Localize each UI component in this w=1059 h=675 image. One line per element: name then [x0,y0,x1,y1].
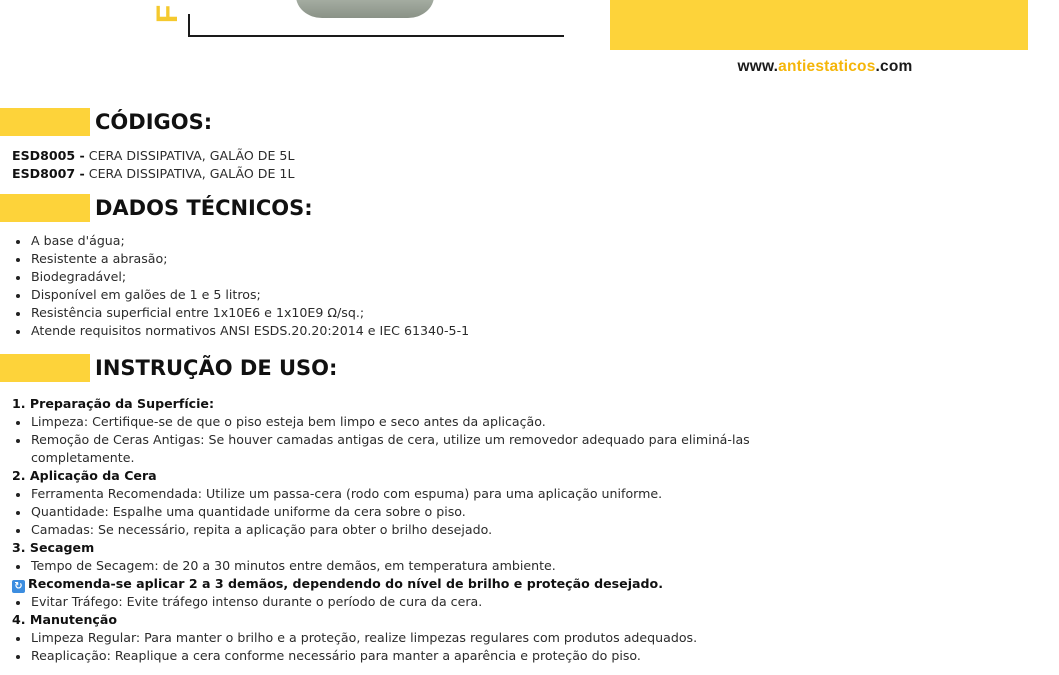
section-title-dados: DADOS TÉCNICOS: [95,196,313,220]
step-list [7,629,1052,665]
website-link[interactable] [610,58,1040,76]
website-suffix: .com [875,58,913,75]
list-item: Tempo de Secagem: de 20 a 30 minutos entre demãos, em temperatura ambiente. [7,557,1052,575]
list-item: Remoção de Ceras Antigas: Se houver camadas antigas de cera, utilize um removedor adequado para eliminá-las [7,431,1052,449]
list-item: Quantidade: Espalhe uma quantidade uniforme da cera sobre o piso. [7,503,1052,521]
step-list [7,413,1052,467]
frame-line-vertical [188,14,190,36]
refresh-icon: ↻ [12,580,25,593]
code-id: ESD8007 - [12,166,85,181]
continuation-text: completamente. [31,450,135,465]
list-item: Resistência superficial entre 1x10E6 e 1x10E9 Ω/sq.; [7,304,469,322]
website-brand: antiestaticos [778,58,876,75]
code-id: ESD8005 - [12,148,85,163]
recommendation-note [12,575,1052,593]
list-item: Biodegradável; [7,268,469,286]
section-title-codigos: CÓDIGOS: [95,110,213,134]
step-list [7,593,1052,611]
frame-line-horizontal [188,35,564,37]
header-yellow-box [610,0,1028,50]
section-title-instrucao: INSTRUÇÃO DE USO: [95,356,338,380]
code-item [12,147,294,165]
step-list [7,557,1052,575]
list-item: Disponível em galões de 1 e 5 litros; [7,286,469,304]
step-title: 2. Aplicação da Cera [12,468,157,483]
list-item: Atende requisitos normativos ANSI ESDS.20.20:2014 e IEC 61340-5-1 [7,322,469,340]
technical-data-list [7,232,469,340]
section-bar-instrucao [0,354,90,382]
step-title: 1. Preparação da Superfície: [12,396,214,411]
list-item: Limpeza Regular: Para manter o brilho e a proteção, realize limpezas regulares com produtos adequados. [7,629,1052,647]
list-item: Evitar Tráfego: Evite tráfego intenso durante o período de cura da cera. [7,593,1052,611]
codes-list [12,147,294,183]
product-image [296,0,434,18]
list-item: Limpeza: Certifique-se de que o piso esteja bem limpo e seco antes da aplicação. [7,413,1052,431]
step-title: 3. Secagem [12,540,95,555]
instructions-body [12,395,1052,665]
side-title-letter: F [151,4,184,24]
list-item: Resistente a abrasão; [7,250,469,268]
code-desc: CERA DISSIPATIVA, GALÃO DE 1L [84,166,295,181]
list-item: Reaplicação: Reaplique a cera conforme necessário para manter a aparência e proteção do piso. [7,647,1052,665]
section-bar-codigos [0,108,90,136]
list-item: A base d'água; [7,232,469,250]
step-list [7,485,1052,539]
step-title: 4. Manutenção [12,612,118,627]
website-prefix: www. [737,58,779,75]
code-desc: CERA DISSIPATIVA, GALÃO DE 5L [84,148,295,163]
code-item [12,165,294,183]
list-item-continuation [7,449,1052,467]
recommendation-text: Recomenda-se aplicar 2 a 3 demãos, dependendo do nível de brilho e proteção desejado. [28,576,663,591]
list-item: Ferramenta Recomendada: Utilize um passa-cera (rodo com espuma) para uma aplicação uniforme. [7,485,1052,503]
section-bar-dados [0,194,90,222]
list-item: Camadas: Se necessário, repita a aplicação para obter o brilho desejado. [7,521,1052,539]
